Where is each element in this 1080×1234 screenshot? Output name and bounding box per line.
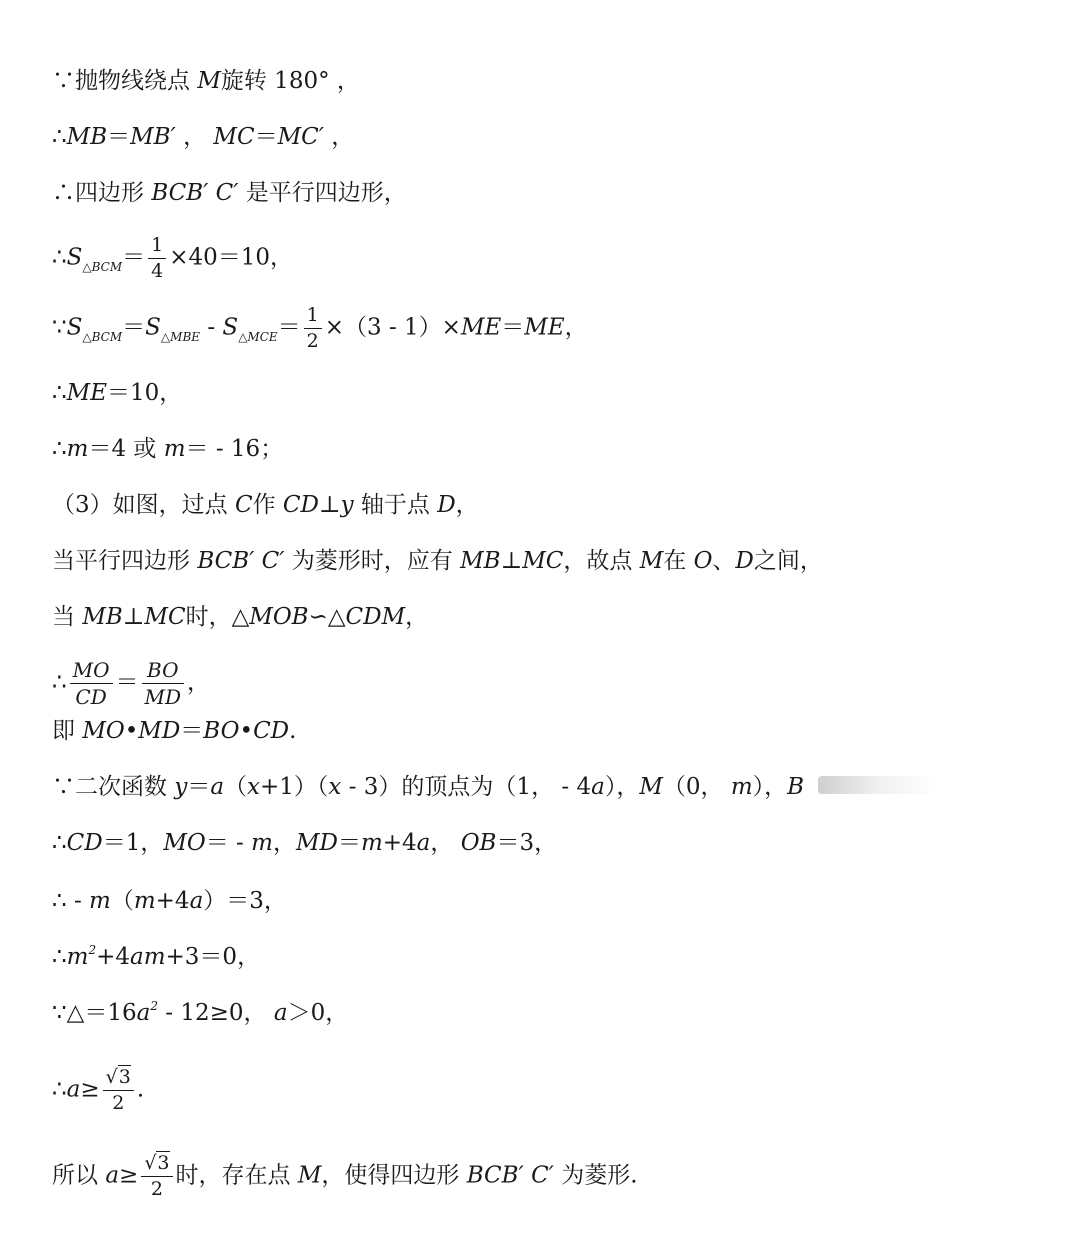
line-parallelogram [52,178,407,208]
math-var: m [163,436,186,462]
text: ， [175,124,214,150]
numerator: √3 [144,1152,170,1174]
line-m-values [52,434,283,464]
text: - [200,314,223,341]
numerator: 1 [306,304,319,326]
denominator: 2 [304,328,322,351]
math-var: MB [66,124,108,150]
math-var: m [133,888,156,914]
math-var: a [416,830,431,856]
text: 为菱形. [553,1162,638,1189]
text: ， [272,830,296,856]
text: ∴四边形 [52,180,152,206]
math-var: D [437,492,456,518]
text: ）， [752,774,788,800]
line-quadratic-vertex [52,772,804,802]
numerator: 1 [151,234,164,256]
text: 、 [712,548,736,574]
text: ＞0， [287,1000,349,1026]
text: ∴ - [52,888,90,914]
math-var: x [328,774,342,800]
denominator: 2 [141,1176,172,1199]
radicand: 3 [118,1066,131,1088]
text: ＝ [115,669,139,696]
math-var: MB [460,548,501,574]
fraction [304,306,322,351]
text: ∴ [52,436,67,462]
math-var: m [360,830,383,856]
text: ， [405,604,429,630]
denominator: 4 [148,258,166,281]
math-var: M [639,774,663,800]
fraction [70,660,113,707]
subscript: △BCM [82,259,123,274]
math-var: a [189,888,204,914]
radicand: 3 [157,1152,170,1174]
math-var: y [174,774,188,800]
numerator: √3 [105,1066,131,1088]
text: 时，△ [185,604,250,630]
text: ，使得四边形 [321,1162,467,1189]
fraction [141,1154,172,1199]
line-product [52,716,296,746]
line-similar-triangles [52,602,428,632]
math-var: a [210,774,225,800]
text: +3＝0， [165,944,261,970]
text: ⊥ [122,604,145,630]
math-var: OB [460,830,497,856]
numerator: MO [72,658,110,682]
math-var: BCB′ C′ [151,180,239,206]
text: 当平行四边形 [52,548,198,574]
text: 旋转 180° ， [220,68,360,94]
text: +4 [382,830,417,856]
text: 是平行四边形， [238,180,407,206]
text: ＝ [107,124,131,150]
math-var: CDM [345,604,406,630]
math-var: S [145,314,161,341]
text: +4 [155,888,190,914]
math-var: CD [66,830,103,856]
math-var: m [251,830,273,856]
math-var: MC [144,604,186,630]
denominator: CD [70,683,113,707]
math-var: MOB [249,604,309,630]
text: ＝1， [102,830,164,856]
line-ratio [52,660,210,707]
math-var: ME [66,380,107,406]
text: ×40＝10， [169,244,294,271]
line-me-value [52,378,182,408]
text: 作 [252,492,283,518]
text: ＝ [337,830,361,856]
text: ＝ [122,314,146,341]
line-area-difference [52,306,588,351]
math-var: MO [82,718,125,744]
text: （0， [662,774,731,800]
text: ＝ [180,718,204,744]
text: 为菱形时，应有 [284,548,461,574]
math-var: am [130,944,166,970]
line-discriminant [52,998,348,1031]
fraction [103,1068,134,1113]
math-var: B [787,774,805,800]
text: - 3）的顶点为（1， - 4 [341,774,592,800]
text: ， [187,669,211,696]
text: ∽△ [308,604,346,630]
text: ）， [604,774,640,800]
text: ∴ [52,669,67,696]
text: ， [323,124,355,150]
text: ＝4 或 [88,436,164,462]
text: +4 [96,944,130,970]
text: ＝ [254,124,278,150]
denominator: MD [142,683,185,707]
math-var: MB′ [130,124,176,150]
text: ， [430,830,461,856]
numerator: BO [147,658,179,682]
line-area-bcm [52,236,293,281]
math-var: m [66,436,89,462]
text: 所以 [52,1162,106,1189]
math-var: MD [295,830,338,856]
text: • [239,718,254,744]
text: ， [564,314,588,341]
text: ∴ [52,124,67,150]
line-quadratic-in-m [52,942,260,975]
math-var: BO [203,718,240,744]
text: ×（3 - 1）× [324,314,461,341]
text: ，故点 [563,548,640,574]
text: ∴ [52,944,67,970]
text: ＝ [187,774,211,800]
text: ∴ [52,244,67,271]
math-var: D [735,548,754,574]
text: ∴ [52,1076,67,1103]
math-var: M [639,548,664,574]
math-var: BCB′ C′ [197,548,285,574]
math-var: m [66,944,89,970]
math-var: CD [253,718,290,744]
text: ）＝3， [203,888,287,914]
line-conclusion [52,1154,638,1199]
text: ≥ [119,1162,139,1189]
math-var: M [297,1162,322,1189]
text: ＝ [122,244,146,271]
text: 之间， [753,548,823,574]
text: ＝ - 16； [185,436,284,462]
math-var: MC [522,548,564,574]
text: ＝10， [106,380,183,406]
subscript: △BCM [82,329,123,344]
math-var: x [247,774,261,800]
text: 在 [663,548,694,574]
text: ∵ [52,314,67,341]
math-var: S [66,244,83,271]
line-equation [52,886,287,916]
math-var: MC′ [277,124,324,150]
text: ≥ [80,1076,100,1103]
math-var: m [89,888,111,914]
math-var: a [273,1000,288,1026]
line-rotation [52,66,360,96]
text: ＝ [277,314,301,341]
superscript: 2 [150,999,158,1013]
text: . [289,718,297,744]
math-var: MB [82,604,123,630]
line-rhombus-condition [52,546,823,576]
math-var: S [222,314,239,341]
math-var: BCB′ C′ [466,1162,554,1189]
math-var: a [591,774,605,800]
fraction [148,236,166,281]
text: 轴于点 [353,492,438,518]
math-var: a [66,1076,81,1103]
text: （ [224,774,248,800]
line-lengths [52,828,557,858]
math-var: MC [213,124,255,150]
superscript: 2 [88,943,97,957]
text: ∴ [52,380,67,406]
text: +1）（ [260,774,329,800]
math-var: y [340,492,354,518]
text: ＝ [501,314,525,341]
math-var: MO [163,830,206,856]
text: 当 [52,604,83,630]
cropped-text-fade [818,776,938,794]
math-var: CD [282,492,319,518]
text: ＝ - [205,830,252,856]
math-var: MD [138,718,181,744]
subscript: △MBE [160,329,201,344]
math-var: O [693,548,713,574]
line-part3-intro [52,490,479,520]
math-var: m [730,774,753,800]
text: ⊥ [500,548,523,574]
math-var: ME [460,314,502,341]
line-a-bound [52,1068,144,1113]
denominator: 2 [103,1090,134,1113]
text: . [136,1076,145,1103]
math-var: a [105,1162,120,1189]
math-var: a [136,1000,151,1026]
subscript: △MCE [238,329,278,344]
fraction [142,660,185,707]
text: 时，存在点 [175,1162,298,1189]
text: - 12≥0， [157,1000,274,1026]
text: ＝3， [496,830,558,856]
text: ⊥ [318,492,341,518]
text: ∵抛物线绕点 [52,68,198,94]
line-equal-segments [52,122,354,152]
text: （ [110,888,134,914]
math-var: ME [524,314,565,341]
text: ∵△＝16 [52,1000,137,1026]
text: • [124,718,139,744]
text: 即 [52,718,83,744]
text: ∵二次函数 [52,774,175,800]
math-var: M [197,68,221,94]
text: （3）如图，过点 [52,492,235,518]
math-var: S [66,314,83,341]
text: ， [455,492,479,518]
text: ∴ [52,830,67,856]
math-var: C [234,492,253,518]
